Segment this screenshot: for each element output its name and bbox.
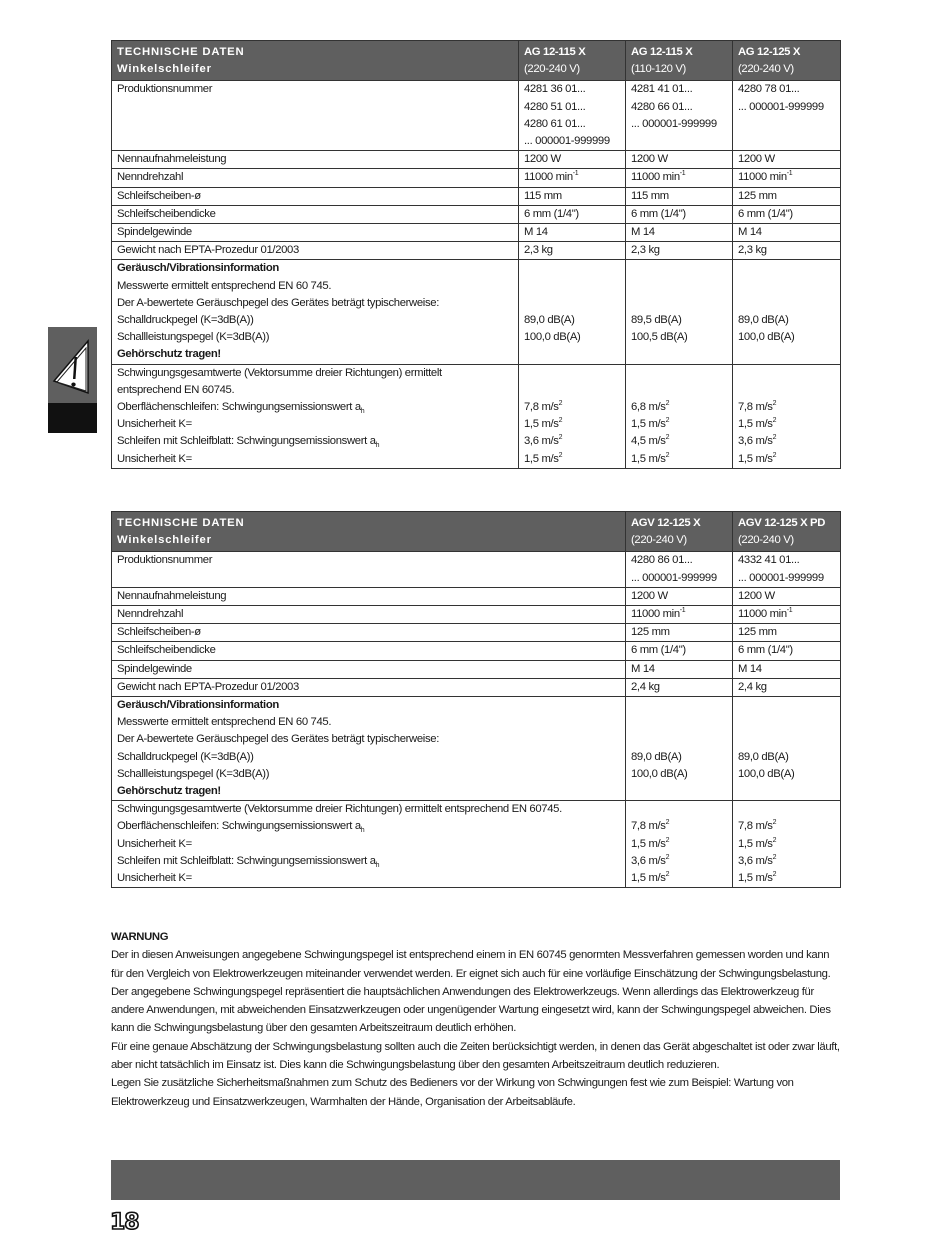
vibration-value: 6,8 m/s <box>631 401 666 414</box>
speed-value: 11000 min <box>524 171 573 184</box>
vibration-intro: entsprechend EN 60745. <box>117 383 235 396</box>
model-name: AG 12-125 X <box>738 46 801 58</box>
table-row <box>112 151 841 169</box>
table-row <box>112 587 841 605</box>
production-number: 4332 41 01... <box>738 554 800 567</box>
row-label: Spindelgewinde <box>112 224 519 242</box>
uncertainty-label: Unsicherheit K= <box>117 452 192 465</box>
uncertainty-value: 1,5 m/s <box>738 452 773 465</box>
noise-line: Der A-bewertete Geräuschpegel des Gerätes beträgt typischerweise: <box>117 296 439 309</box>
table-cell <box>626 552 733 587</box>
vibration-value: 3,6 m/s <box>524 435 559 448</box>
model-name: AG 12-115 X <box>631 46 693 58</box>
power-value: 100,0 dB(A) <box>738 767 795 780</box>
power-value: 100,0 dB(A) <box>524 331 581 344</box>
power-label: Schallleistungspegel (K=3dB(A)) <box>117 331 270 344</box>
table-cell <box>733 260 841 364</box>
table-cell <box>733 697 841 801</box>
table-title-cell <box>112 41 519 81</box>
table-cell <box>733 552 841 587</box>
table-cell: M 14 <box>626 660 733 678</box>
subscript: h <box>360 827 365 835</box>
table-header <box>112 41 841 81</box>
model-voltage: (220-240 V) <box>524 63 580 76</box>
table-row <box>112 660 841 678</box>
table-cell <box>626 606 733 624</box>
pressure-value: 89,0 dB(A) <box>738 750 789 763</box>
table-cell: 7,8 $m/s^2$ 1,5 $m/s^2$ 3,6 $m/s^2$ 1,5 $m/s^2$ <box>626 801 733 888</box>
table-row <box>112 224 841 242</box>
unit-exponent: -1 <box>679 170 686 178</box>
power-label: Schallleistungspegel (K=3dB(A)) <box>117 767 270 780</box>
vibration-value: 3,6 m/s <box>631 854 666 867</box>
vibration-value: 3,6 m/s <box>738 435 773 448</box>
uncertainty-value: 1,5 m/s <box>738 872 773 885</box>
model-header <box>519 41 626 81</box>
table-cell: M 14 <box>519 224 626 242</box>
serial-range: ... 000001-999999 <box>738 571 824 584</box>
noise-info-cell <box>112 697 626 801</box>
table-cell <box>626 697 733 801</box>
uncertainty-value: 1,5 m/s <box>631 837 666 850</box>
model-name: AGV 12-125 X PD <box>738 517 826 529</box>
pressure-value: 89,5 dB(A) <box>631 314 682 327</box>
pressure-label: Schalldruckpegel (K=3dB(A)) <box>117 314 254 327</box>
model-header <box>733 41 841 81</box>
row-label: Gewicht nach EPTA-Prozedur 01/2003 <box>112 242 519 260</box>
table-row <box>112 624 841 642</box>
power-value: 100,5 dB(A) <box>631 331 688 344</box>
table-row <box>112 205 841 223</box>
model-name: AG 12-115 X <box>524 46 586 58</box>
pressure-value: 89,0 dB(A) <box>631 750 682 763</box>
warning-paragraph: Der in diesen Anweisungen angegebene Schwingungspegel ist entsprechend einem in EN 60745 genormten Messverfahren gemessen worden und kann für den Vergleich von Elektrowerkzeugen miteinander verwendet werden. Er eignet sich auch für eine vorläufige Einschätzung der Schwingungsbelastung. <box>111 949 831 980</box>
uncertainty-label: Unsicherheit K= <box>117 418 192 431</box>
speed-value: 11000 min <box>631 608 680 621</box>
tech-data-table-1 <box>111 40 841 469</box>
table-row <box>112 801 841 888</box>
vibration-value: 7,8 m/s <box>738 820 773 833</box>
row-label: Gewicht nach EPTA-Prozedur 01/2003 <box>112 678 626 696</box>
table-cell: M 14 <box>733 224 841 242</box>
uncertainty-value: 1,5 m/s <box>631 418 666 431</box>
table-row <box>112 187 841 205</box>
table-title-cell <box>112 512 626 552</box>
table-cell <box>626 260 733 364</box>
production-number: 4280 51 01... <box>524 100 586 113</box>
vibration-intro: Schwingungsgesamtwerte (Vektorsumme dreier Richtungen) ermittelt <box>117 366 442 379</box>
table-cell: 1200 W <box>626 151 733 169</box>
production-number: 4280 86 01... <box>631 554 693 567</box>
warning-title: WARNUNG <box>111 931 169 943</box>
footer-bar <box>111 1160 840 1200</box>
table-cell: 125 mm <box>733 187 841 205</box>
serial-range: ... 000001-999999 <box>631 571 717 584</box>
power-value: 100,0 dB(A) <box>631 767 688 780</box>
vibration-info-cell <box>112 364 519 468</box>
speed-value: 11000 min <box>738 608 787 621</box>
surface-grinding-label: Oberflächenschleifen: Schwingungsemissionswert a <box>117 401 361 414</box>
row-label: Nenndrehzahl <box>112 169 519 187</box>
table-subtitle: Winkelschleifer <box>117 63 212 76</box>
noise-line: Messwerte ermittelt entsprechend EN 60 745. <box>117 279 332 292</box>
unit-exponent: -1 <box>572 170 579 178</box>
uncertainty-label: Unsicherheit K= <box>117 872 192 885</box>
table-cell: 125 mm <box>733 624 841 642</box>
table-cell: 6 mm (1/4") <box>519 205 626 223</box>
table-cell: M 14 <box>733 660 841 678</box>
hearing-protection-note: Gehörschutz tragen! <box>117 348 221 361</box>
row-label: Produktionsnummer <box>112 81 519 151</box>
model-header <box>733 512 841 552</box>
surface-grinding-label: Oberflächenschleifen: Schwingungsemissionswert a <box>117 820 361 833</box>
table-row <box>112 552 841 587</box>
page-number: 18 <box>110 1210 139 1235</box>
warning-side-tab <box>48 327 97 433</box>
noise-line: Der A-bewertete Geräuschpegel des Gerätes beträgt typischerweise: <box>117 733 439 746</box>
table-cell: 115 mm <box>626 187 733 205</box>
row-label: Nennaufnahmeleistung <box>112 587 626 605</box>
row-label: Schleifscheibendicke <box>112 642 626 660</box>
uncertainty-value: 1,5 m/s <box>631 872 666 885</box>
table-cell: 7,8 $m/s^2$ 1,5 $m/s^2$ 3,6 $m/s^2$ 1,5 $m/s^2$ <box>733 364 841 468</box>
production-number: 4280 61 01... <box>524 117 586 130</box>
model-header <box>626 41 733 81</box>
table-title: TECHNISCHE DATEN <box>117 46 245 58</box>
warning-section <box>111 928 840 1111</box>
table-row <box>112 364 841 468</box>
row-label: Nenndrehzahl <box>112 606 626 624</box>
table-cell: 1200 W <box>733 587 841 605</box>
vibration-value: 7,8 m/s <box>738 401 773 414</box>
row-label: Nennaufnahmeleistung <box>112 151 519 169</box>
model-voltage: (110-120 V) <box>631 63 686 76</box>
unit-exponent: -1 <box>786 170 793 178</box>
unit-exponent: -1 <box>679 607 686 615</box>
table-cell <box>733 606 841 624</box>
table-row <box>112 678 841 696</box>
sanding-label: Schleifen mit Schleifblatt: Schwingungsemissionswert a <box>117 854 376 867</box>
row-label: Schleifscheibendicke <box>112 205 519 223</box>
subscript: h <box>360 408 365 416</box>
subscript: h <box>375 861 380 869</box>
vibration-info-cell <box>112 801 626 888</box>
power-value: 100,0 dB(A) <box>738 331 795 344</box>
hearing-protection-note: Gehörschutz tragen! <box>117 785 221 798</box>
table-cell: 125 mm <box>626 624 733 642</box>
table-cell: 7,8 $m/s^2$ 1,5 $m/s^2$ 3,6 $m/s^2$ 1,5 $m/s^2$ <box>733 801 841 888</box>
noise-heading: Geräusch/Vibrationsinformation <box>117 699 279 712</box>
speed-value: 11000 min <box>631 171 680 184</box>
table-cell: 7,8 $m/s^2$ 1,5 $m/s^2$ 3,6 $m/s^2$ 1,5 $m/s^2$ <box>519 364 626 468</box>
table-title: TECHNISCHE DATEN <box>117 517 245 529</box>
pressure-label: Schalldruckpegel (K=3dB(A)) <box>117 750 254 763</box>
table-cell <box>519 81 626 151</box>
table-cell <box>519 260 626 364</box>
table-cell: 2,3 kg <box>733 242 841 260</box>
table-cell: 6 mm (1/4") <box>733 205 841 223</box>
table-header <box>112 512 841 552</box>
vibration-value: 3,6 m/s <box>738 854 773 867</box>
model-header <box>626 512 733 552</box>
vibration-intro: Schwingungsgesamtwerte (Vektorsumme dreier Richtungen) ermittelt entsprechend EN 60745. <box>117 803 562 816</box>
row-label: Schleifscheiben-ø <box>112 624 626 642</box>
row-label: Produktionsnummer <box>112 552 626 587</box>
table-cell <box>626 169 733 187</box>
table-cell <box>519 169 626 187</box>
pressure-value: 89,0 dB(A) <box>524 314 575 327</box>
table-cell: 1200 W <box>733 151 841 169</box>
subscript: h <box>375 442 380 450</box>
table-cell: 1200 W <box>519 151 626 169</box>
model-voltage: (220-240 V) <box>738 63 794 76</box>
warning-paragraph: Der angegebene Schwingungspegel repräsentiert die hauptsächlichen Anwendungen des Elektrowerkzeugs. Wenn allerdings das Elektrowerkzeug für andere Anwendungen, mit abweichenden Einsatzwerkzeugen oder ungenügender Wartung eingesetzt wird, kann der Schwingungspegel abweichen. Dies kann die Schwingungsbelastung über den gesamten Arbeitszeitraum deutlich erhöhen. <box>111 985 831 1035</box>
table-row <box>112 242 841 260</box>
vibration-value: 7,8 m/s <box>631 820 666 833</box>
production-number: 4281 41 01... <box>631 83 693 96</box>
vibration-value: 7,8 m/s <box>524 401 559 414</box>
tech-data-table-2 <box>111 511 841 888</box>
table-row <box>112 81 841 151</box>
table-cell: M 14 <box>626 224 733 242</box>
table-row <box>112 642 841 660</box>
table-cell <box>733 81 841 151</box>
production-number: 4280 66 01... <box>631 100 693 113</box>
table-subtitle: Winkelschleifer <box>117 534 212 547</box>
uncertainty-value: 1,5 m/s <box>738 418 773 431</box>
unit-exponent: -1 <box>786 607 793 615</box>
speed-value: 11000 min <box>738 171 787 184</box>
production-number: 4280 78 01... <box>738 83 800 96</box>
table-cell: 6 mm (1/4") <box>733 642 841 660</box>
model-voltage: (220-240 V) <box>738 534 794 547</box>
row-label: Spindelgewinde <box>112 660 626 678</box>
table-cell: 6 mm (1/4") <box>626 205 733 223</box>
table-row <box>112 169 841 187</box>
uncertainty-value: 1,5 m/s <box>631 452 666 465</box>
warning-paragraph: Legen Sie zusätzliche Sicherheitsmaßnahmen zum Schutz des Bedieners vor der Wirkung von Schwingungen fest wie zum Beispiel: Wartung von Elektrowerkzeug und Einsatzwerkzeugen, Warmhalten der Hände, Organisation der Arbeitsabläufe. <box>111 1077 794 1108</box>
table-cell: 2,4 kg <box>626 678 733 696</box>
serial-range: ... 000001-999999 <box>631 117 717 130</box>
model-voltage: (220-240 V) <box>631 534 687 547</box>
table-row <box>112 697 841 801</box>
serial-range: ... 000001-999999 <box>524 135 610 148</box>
table-cell: 6,8 $m/s^2$ 1,5 $m/s^2$ 4,5 $m/s^2$ 1,5 $m/s^2$ <box>626 364 733 468</box>
sanding-label: Schleifen mit Schleifblatt: Schwingungsemissionswert a <box>117 435 376 448</box>
uncertainty-label: Unsicherheit K= <box>117 837 192 850</box>
noise-heading: Geräusch/Vibrationsinformation <box>117 262 279 275</box>
table-cell: 115 mm <box>519 187 626 205</box>
table-cell <box>733 169 841 187</box>
uncertainty-value: 1,5 m/s <box>524 418 559 431</box>
uncertainty-value: 1,5 m/s <box>738 837 773 850</box>
model-name: AGV 12-125 X <box>631 517 701 529</box>
production-number: 4281 36 01... <box>524 83 586 96</box>
table-cell: 1200 W <box>626 587 733 605</box>
serial-range: ... 000001-999999 <box>738 100 824 113</box>
uncertainty-value: 1,5 m/s <box>524 452 559 465</box>
warning-triangle-icon <box>48 327 97 403</box>
pressure-value: 89,0 dB(A) <box>738 314 789 327</box>
table-cell: 2,4 kg <box>733 678 841 696</box>
table-cell: 2,3 kg <box>519 242 626 260</box>
table-cell: 2,3 kg <box>626 242 733 260</box>
table-row <box>112 260 841 364</box>
row-label: Schleifscheiben-ø <box>112 187 519 205</box>
vibration-value: 4,5 m/s <box>631 435 666 448</box>
noise-info-cell <box>112 260 519 364</box>
table-cell <box>626 81 733 151</box>
table-row <box>112 606 841 624</box>
noise-line: Messwerte ermittelt entsprechend EN 60 745. <box>117 716 332 729</box>
table-cell: 6 mm (1/4") <box>626 642 733 660</box>
warning-paragraph: Für eine genaue Abschätzung der Schwingungsbelastung sollten auch die Zeiten berücksichtigt werden, in denen das Gerät abgeschaltet ist oder zwar läuft, aber nicht tatsächlich im Einsatz ist. Dies kann die Schwingungsbelastung über den gesamten Arbeitszeitraum deutlich reduzieren. <box>111 1040 840 1072</box>
